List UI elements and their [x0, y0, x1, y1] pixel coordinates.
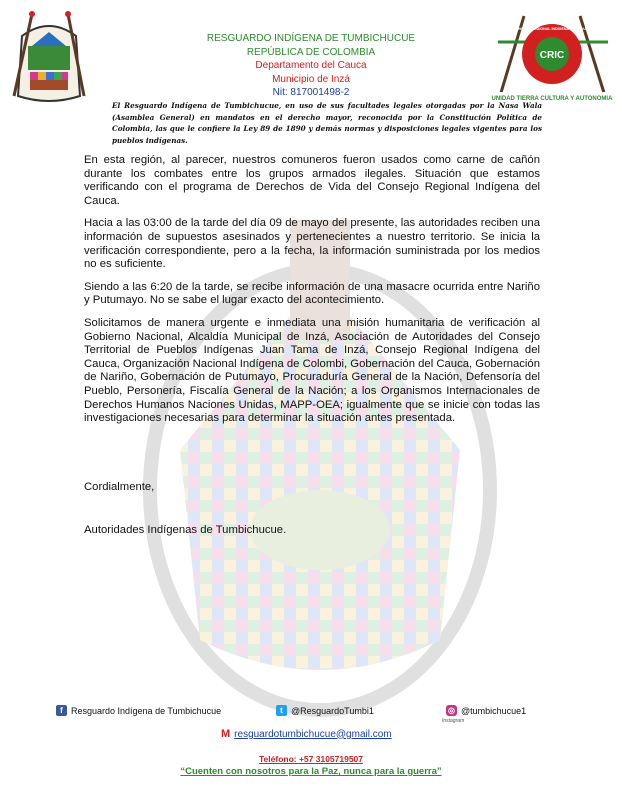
twitter-link[interactable]: [276, 705, 374, 716]
letter-body: [84, 154, 540, 435]
facebook-handle: Resguardo Indígena de Tumbichucue: [71, 705, 222, 716]
slogan: “Cuenten con nosotros para la Paz, nunca para la guerra”: [180, 766, 442, 777]
legal-notice: El Resguardo Indígena de Tumbichucue, en uso de sus facultades legales otorgadas por la Nasa Wala (Asamblea General) en mandatos en el derecho mayor, reconocida por la Constitución Política de Colombia, las que le confiere la Ley 89 de 1890 y demás normas y disposiciones legales vigentes para los pueblos indígenas.: [112, 101, 542, 145]
body-paragraph: Siendo a las 6:20 de la tarde, se recibe información de una masacre ocurrida entre Nariño y Putumayo. No se sabe el lugar exacto del acontecimiento.: [84, 280, 540, 307]
municipality-name: Municipio de Inzá: [272, 73, 350, 85]
twitter-icon: t: [276, 705, 287, 716]
cric-logo: [490, 6, 615, 110]
twitter-handle: @ResguardoTumbi1: [291, 705, 374, 716]
resguardo-logo: [8, 6, 90, 106]
instagram-caption: Instagram: [442, 718, 465, 724]
org-name: RESGUARDO INDÍGENA DE TUMBICHUCUE: [206, 33, 416, 44]
country-name: REPÚBLICA DE COLOMBIA: [246, 46, 376, 58]
phone-number: Teléfono: +57 3105719507: [258, 754, 364, 764]
cric-ring-label: CONSEJO REGIONAL INDÍGENA DEL CAUCA: [512, 27, 592, 31]
letterhead: [150, 32, 472, 100]
cric-label: CRIC: [539, 50, 565, 61]
closing-text: Cordialmente,: [84, 481, 155, 493]
signature-text: Autoridades Indígenas de Tumbichucue.: [84, 524, 287, 536]
facebook-icon: f: [56, 705, 67, 716]
nit-number: Nit: 817001498-2: [272, 87, 350, 98]
email-contact[interactable]: [221, 728, 392, 740]
email-link[interactable]: resguardotumbichucue@gmail.com: [234, 728, 392, 740]
instagram-icon: ◎: [446, 705, 457, 716]
facebook-link[interactable]: [56, 705, 221, 716]
instagram-link[interactable]: [446, 705, 526, 716]
body-paragraph: Hacia a las 03:00 de la tarde del día 09 de mayo del presente, las autoridades reciben una información de supuestos asesinados y pertenecientes a nuestro territorio. Se inicia la verificación correspondiente, pero a la fecha, la información suministrada por los medios no es suficiente.: [84, 217, 540, 271]
gmail-icon: M: [221, 728, 231, 740]
instagram-handle: @tumbichucue1: [461, 705, 527, 716]
department-name: Departamento del Cauca: [255, 60, 367, 71]
body-paragraph: Solicitamos de manera urgente e inmediata una misión humanitaria de verificación al Gobierno Nacional, Alcaldía Municipal de Inzá, Asociación de Autoridades del Consejo Territorial de Pueblos Indígenas Juan Tama de Inzá, Consejo Regional Indígena del Cauca, Organización Nacional Indígena de Colombi, Gobernación del Cauca, Gobernación de Nariño, Gobernación de Putumayo, Procuraduría General de la Nación, Defensoría del Pueblo, Personería, Fiscalía General de la Nación; a los Organismos Internacionales de Derechos Humanos Naciones Unidas, MAPP-OEA; igualmente que se inicie con todas las investigaciones necesarias para determinar la situación antes presentada.: [84, 316, 540, 425]
cric-banner: UNIDAD TIERRA CULTURA Y AUTONOMIA: [491, 96, 613, 102]
body-paragraph: En esta región, al parecer, nuestros comuneros fueron usados como carne de cañón durante los combates entre los grupos armados ilegales. Situación que estamos verificando con el programa de Derechos de Vida del Consejo Regional Indígena del Cauca.: [84, 154, 540, 207]
